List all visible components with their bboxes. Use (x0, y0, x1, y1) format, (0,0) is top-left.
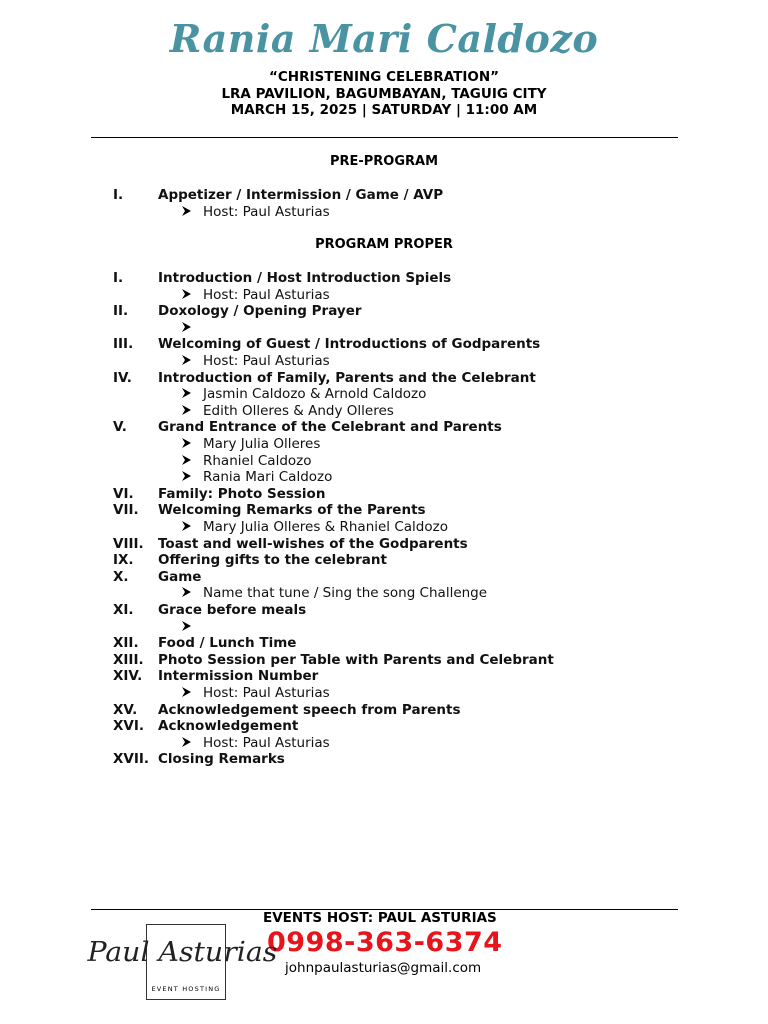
program-item (0, 552, 768, 569)
sub-item (0, 585, 768, 602)
item-number: I. (113, 187, 124, 203)
logo-caption: EVENT HOSTING (151, 985, 221, 993)
arrow-bullet-icon (181, 288, 192, 300)
sub-item (0, 386, 768, 403)
sub-item-text: Mary Julia Olleres & Rhaniel Caldozo (203, 519, 448, 535)
item-number: IX. (113, 552, 134, 569)
program-item (0, 486, 768, 503)
arrow-bullet-icon (181, 586, 192, 598)
item-label: Introduction of Family, Parents and the Celebrant (158, 369, 536, 386)
phone-number: 0998-363-6374 (267, 927, 503, 958)
program-item (0, 652, 768, 669)
item-label: Photo Session per Table with Parents and Celebrant (158, 651, 554, 668)
program-item (0, 536, 768, 553)
event-title: “CHRISTENING CELEBRATION” (269, 69, 499, 85)
sub-item-text: Mary Julia Olleres (203, 436, 321, 452)
item-label: Food / Lunch Time (158, 635, 297, 652)
arrow-bullet-icon (181, 470, 192, 482)
pre-program-title: PRE-PROGRAM (329, 154, 439, 169)
item-number: XI. (113, 602, 134, 618)
sub-item (0, 469, 768, 486)
sub-item (0, 403, 768, 420)
arrow-bullet-icon (181, 354, 192, 366)
program-item (0, 718, 768, 735)
item-number: II. (113, 303, 129, 320)
item-label: Introduction / Host Introduction Spiels (158, 270, 452, 286)
item-number: XIV. (113, 668, 143, 685)
item-number: VIII. (113, 535, 144, 552)
sub-item-text: Host: Paul Asturias (203, 734, 330, 751)
sub-item-text: Host: Paul Asturias (203, 286, 330, 303)
item-label: Offering gifts to the celebrant (158, 552, 387, 569)
arrow-bullet-icon (181, 387, 192, 399)
item-label: Doxology / Opening Prayer (158, 303, 362, 320)
sub-item (0, 353, 768, 370)
program-item (0, 336, 768, 353)
item-number: XVI. (113, 718, 145, 735)
sub-item (0, 453, 768, 470)
logo-signature: Paul Asturias (87, 937, 278, 968)
item-label: Intermission Number (158, 668, 319, 685)
arrow-bullet-icon (181, 205, 192, 217)
program-item (0, 303, 768, 320)
sub-item (0, 287, 768, 304)
sub-item-text: Jasmin Caldozo & Arnold Caldozo (203, 386, 427, 403)
program-item (0, 635, 768, 652)
item-number: V. (113, 419, 127, 436)
item-label: Game (158, 568, 202, 585)
item-number: X. (113, 568, 129, 585)
item-label: Appetizer / Intermission / Game / AVP (158, 187, 444, 203)
arrow-bullet-icon (181, 404, 192, 416)
sub-item (0, 320, 768, 337)
sub-item-text: Host: Paul Asturias (203, 685, 330, 701)
item-number: XII. (113, 635, 139, 652)
arrow-bullet-icon (181, 520, 192, 532)
sub-item-text: Host: Paul Asturias (203, 353, 330, 369)
arrow-bullet-icon (181, 321, 192, 333)
program-item (0, 502, 768, 519)
sub-item (0, 436, 768, 453)
program-item (0, 569, 768, 586)
item-number: I. (113, 270, 124, 286)
sub-item-text: Rania Mari Caldozo (203, 469, 333, 486)
sub-item (0, 735, 768, 752)
program-item (0, 187, 768, 204)
sub-item-text: Host: Paul Asturias (203, 203, 330, 220)
program-item (0, 751, 768, 768)
event-venue: LRA PAVILION, BAGUMBAYAN, TAGUIG CITY (221, 86, 547, 102)
sub-item (0, 519, 768, 536)
sub-item-text: Edith Olleres & Andy Olleres (203, 402, 394, 419)
item-number: XV. (113, 701, 138, 718)
item-label: Grand Entrance of the Celebrant and Parents (158, 419, 502, 436)
item-number: VI. (113, 485, 134, 502)
item-label: Acknowledgement speech from Parents (158, 701, 461, 718)
item-label: Welcoming Remarks of the Parents (158, 502, 426, 519)
program-item (0, 270, 768, 287)
program-item (0, 602, 768, 619)
program-item (0, 702, 768, 719)
item-label: Family: Photo Session (158, 485, 326, 502)
sub-item-text: Name that tune / Sing the song Challenge (203, 585, 488, 602)
arrow-bullet-icon (181, 620, 192, 632)
program-proper-title: PROGRAM PROPER (315, 237, 453, 252)
program-item (0, 668, 768, 685)
item-number: III. (113, 336, 134, 353)
item-label: Acknowledgement (158, 718, 299, 735)
sub-item (0, 619, 768, 636)
item-number: IV. (113, 369, 132, 386)
sub-item-text: Rhaniel Caldozo (203, 452, 312, 469)
arrow-bullet-icon (181, 454, 192, 466)
event-datetime: MARCH 15, 2025 | SATURDAY | 11:00 AM (230, 102, 538, 118)
sub-item (0, 204, 768, 221)
sub-item (0, 685, 768, 702)
item-label: Welcoming of Guest / Introductions of Godparents (158, 336, 541, 353)
item-number: XIII. (113, 651, 144, 668)
email-address: johnpaulasturias@gmail.com (285, 960, 482, 976)
header-rule (91, 137, 678, 138)
arrow-bullet-icon (181, 437, 192, 449)
item-number: VII. (113, 502, 139, 519)
item-label: Toast and well-wishes of the Godparents (158, 535, 468, 552)
document-title: Rania Mari Caldozo (169, 16, 599, 61)
arrow-bullet-icon (181, 686, 192, 698)
program-item (0, 370, 768, 387)
events-host-label: EVENTS HOST: PAUL ASTURIAS (263, 910, 497, 926)
item-number: XVII. (113, 751, 150, 768)
program-item (0, 419, 768, 436)
item-label: Closing Remarks (158, 751, 285, 768)
item-label: Grace before meals (158, 602, 307, 618)
arrow-bullet-icon (181, 736, 192, 748)
